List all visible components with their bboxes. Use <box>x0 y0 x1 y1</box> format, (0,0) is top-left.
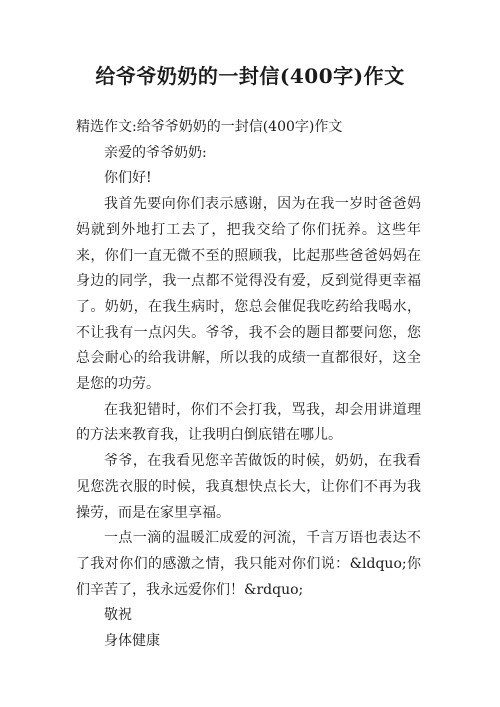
paragraph-gratitude: 一点一滴的温暖汇成爱的河流，千言万语也表达不了我对你们的感激之情，我只能对你们说：&ldquo;你们辛苦了，我永远爱你们！&rdquo; <box>76 530 421 598</box>
salutation: 亲爱的爷爷奶奶: <box>104 144 207 161</box>
closing-wish: 身体健康 <box>104 633 160 650</box>
document-title: 给爷爷奶奶的一封信(400字)作文 <box>95 64 405 88</box>
document-body <box>76 115 421 655</box>
intro-line: 精选作文:给爷爷奶奶的一封信(400字)作文 <box>76 119 343 135</box>
greeting: 你们好! <box>104 170 152 187</box>
paragraph-thanks: 我首先要向你们表示感谢，因为在我一岁时爸爸妈妈就到外地打工去了，把我交给了你们抚养。这些年来，你们一直无微不至的照顾我，比起那些爸爸妈妈在身边的同学，我一点都不觉得没有爱，反到觉得更幸福了。奶奶，在我生病时，您总会催促我吃药给我喝水，不让我有一点闪失。爷爷，我不会的题目都要问您，您总会耐心的给我讲解，所以我的成绩一直都很好，这全是您的功劳。 <box>76 196 421 393</box>
paragraph-discipline: 在我犯错时，你们不会打我，骂我，却会用讲道理的方法来教育我，让我明白倒底错在哪儿。 <box>76 401 421 444</box>
closing-regards: 敬祝 <box>104 607 132 624</box>
paragraph-wish: 爷爷，在我看见您辛苦做饭的时候，奶奶，在我看见您洗衣服的时候，我真想快点长大，让你们不再为我操劳，而是在家里享福。 <box>76 453 421 521</box>
